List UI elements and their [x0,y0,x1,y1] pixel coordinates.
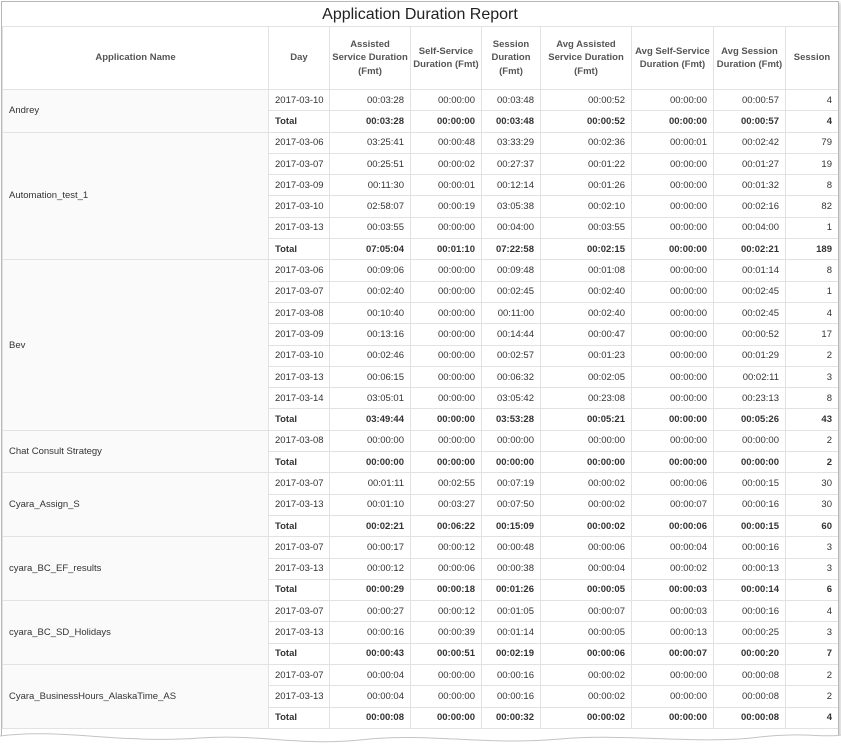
value-cell: 00:00:25 [714,622,786,643]
value-cell: 00:00:08 [714,665,786,686]
value-cell: 00:01:14 [482,622,541,643]
total-label: Total [269,239,330,260]
value-cell: 00:03:28 [330,90,411,111]
value-cell: 00:00:52 [541,111,632,132]
day-cell: 2017-03-10 [269,196,330,217]
value-cell: 00:00:16 [714,537,786,558]
value-cell: 00:00:00 [632,430,714,451]
value-cell: 00:11:00 [482,302,541,323]
day-cell: 2017-03-10 [269,90,330,111]
value-cell: 00:02:57 [482,345,541,366]
value-cell: 00:23:13 [714,388,786,409]
value-cell: 3 [786,537,839,558]
value-cell: 00:01:08 [541,260,632,281]
value-cell: 00:00:00 [632,175,714,196]
report-title: Application Duration Report [322,6,518,23]
report-frame [1,1,839,751]
value-cell: 00:00:01 [632,132,714,153]
value-cell: 00:00:32 [482,707,541,728]
value-cell: 00:00:38 [482,558,541,579]
value-cell: 00:00:47 [541,324,632,345]
value-cell: 00:03:28 [330,111,411,132]
value-cell: 00:00:07 [632,494,714,515]
value-cell: 00:00:02 [411,153,482,174]
value-cell: 00:00:03 [632,601,714,622]
value-cell: 6 [786,579,839,600]
total-label: Total [269,111,330,132]
value-cell: 00:01:26 [541,175,632,196]
value-cell: 00:00:05 [541,579,632,600]
value-cell: 2 [786,452,839,473]
value-cell: 4 [786,111,839,132]
day-cell: 2017-03-13 [269,494,330,515]
value-cell: 00:02:19 [482,643,541,664]
value-cell: 00:02:45 [714,281,786,302]
value-cell: 8 [786,388,839,409]
value-cell: 2 [786,665,839,686]
value-cell: 07:05:04 [330,239,411,260]
value-cell: 00:00:00 [632,324,714,345]
value-cell: 00:11:30 [330,175,411,196]
value-cell: 00:02:21 [714,239,786,260]
day-cell: 2017-03-07 [269,153,330,174]
value-cell: 00:00:06 [411,558,482,579]
value-cell: 00:06:15 [330,366,411,387]
value-cell: 00:00:48 [482,537,541,558]
value-cell: 03:05:42 [482,388,541,409]
day-cell: 2017-03-10 [269,345,330,366]
value-cell: 82 [786,196,839,217]
value-cell: 00:00:00 [632,366,714,387]
value-cell: 00:00:02 [632,558,714,579]
value-cell: 00:00:00 [411,388,482,409]
column-header-day[interactable]: Day [269,27,330,90]
value-cell: 2 [786,430,839,451]
value-cell: 00:00:52 [541,90,632,111]
value-cell: 00:02:45 [714,302,786,323]
value-cell: 00:00:04 [541,558,632,579]
value-cell: 00:00:13 [714,558,786,579]
day-cell: 2017-03-06 [269,260,330,281]
total-label: Total [269,409,330,430]
total-label: Total [269,707,330,728]
value-cell: 00:09:48 [482,260,541,281]
header-row [3,27,839,90]
value-cell: 00:02:05 [541,366,632,387]
value-cell: 00:00:13 [632,622,714,643]
value-cell: 00:00:00 [411,111,482,132]
application-name-cell: Automation_test_1 [3,132,269,260]
value-cell: 2 [786,345,839,366]
value-cell: 00:00:00 [541,430,632,451]
value-cell: 3 [786,558,839,579]
value-cell: 00:03:48 [482,90,541,111]
value-cell: 00:00:00 [411,366,482,387]
value-cell: 00:00:00 [411,90,482,111]
report-body [3,90,839,729]
value-cell: 00:00:12 [411,537,482,558]
value-cell: 00:02:10 [541,196,632,217]
application-name-cell: Bev [3,260,269,430]
value-cell: 00:01:14 [714,260,786,281]
value-cell: 00:00:16 [714,601,786,622]
day-cell: 2017-03-13 [269,558,330,579]
value-cell: 00:00:00 [632,196,714,217]
day-cell: 2017-03-13 [269,622,330,643]
table-row [3,260,839,281]
value-cell: 00:00:16 [330,622,411,643]
value-cell: 00:05:26 [714,409,786,430]
value-cell: 00:03:55 [541,217,632,238]
value-cell: 00:00:00 [714,452,786,473]
value-cell: 00:00:00 [482,452,541,473]
day-cell: 2017-03-13 [269,366,330,387]
value-cell: 00:01:10 [411,239,482,260]
value-cell: 00:01:27 [714,153,786,174]
column-header-avg-self-service-duration[interactable]: Avg Self-Service Duration (Fmt) [632,27,714,90]
value-cell: 00:02:42 [714,132,786,153]
value-cell: 00:00:00 [330,430,411,451]
value-cell: 00:00:00 [411,281,482,302]
value-cell: 00:01:29 [714,345,786,366]
value-cell: 00:00:00 [632,260,714,281]
value-cell: 00:03:48 [482,111,541,132]
value-cell: 00:00:02 [541,707,632,728]
value-cell: 00:00:03 [632,579,714,600]
value-cell: 00:00:18 [411,579,482,600]
value-cell: 00:00:00 [411,324,482,345]
value-cell: 00:03:55 [330,217,411,238]
value-cell: 00:03:27 [411,494,482,515]
value-cell: 00:02:11 [714,366,786,387]
value-cell: 00:00:02 [541,515,632,536]
value-cell: 00:02:45 [482,281,541,302]
column-header-avg-session-duration[interactable]: Avg Session Duration (Fmt) [714,27,786,90]
torn-paper-edge [0,726,841,752]
value-cell: 00:02:36 [541,132,632,153]
value-cell: 1 [786,217,839,238]
value-cell: 00:09:06 [330,260,411,281]
total-label: Total [269,515,330,536]
value-cell: 00:02:46 [330,345,411,366]
value-cell: 00:00:57 [714,90,786,111]
value-cell: 03:33:29 [482,132,541,153]
value-cell: 00:06:22 [411,515,482,536]
value-cell: 00:00:00 [411,707,482,728]
day-cell: 2017-03-14 [269,388,330,409]
value-cell: 00:00:00 [541,452,632,473]
column-header-application-name[interactable]: Application Name [3,27,269,90]
value-cell: 00:00:00 [632,686,714,707]
value-cell: 00:02:40 [541,302,632,323]
day-cell: 2017-03-09 [269,324,330,345]
value-cell: 00:00:05 [541,622,632,643]
value-cell: 00:00:08 [714,686,786,707]
value-cell: 00:00:16 [714,494,786,515]
value-cell: 00:00:19 [411,196,482,217]
value-cell: 00:00:16 [482,686,541,707]
value-cell: 00:01:10 [330,494,411,515]
value-cell: 00:07:19 [482,473,541,494]
value-cell: 00:02:40 [541,281,632,302]
value-cell: 00:00:00 [632,111,714,132]
value-cell: 00:00:51 [411,643,482,664]
application-name-cell: Andrey [3,90,269,133]
value-cell: 00:00:00 [632,665,714,686]
value-cell: 00:00:00 [330,452,411,473]
value-cell: 30 [786,473,839,494]
value-cell: 03:25:41 [330,132,411,153]
day-cell: 2017-03-07 [269,665,330,686]
value-cell: 00:07:50 [482,494,541,515]
value-cell: 00:00:00 [632,217,714,238]
value-cell: 00:00:00 [411,686,482,707]
value-cell: 19 [786,153,839,174]
value-cell: 00:10:40 [330,302,411,323]
value-cell: 00:00:00 [632,345,714,366]
value-cell: 00:00:00 [411,430,482,451]
value-cell: 00:00:00 [411,452,482,473]
value-cell: 4 [786,90,839,111]
value-cell: 00:00:00 [632,90,714,111]
application-name-cell: cyara_BC_SD_Holidays [3,601,269,665]
value-cell: 00:00:15 [714,473,786,494]
value-cell: 00:00:02 [541,494,632,515]
value-cell: 00:01:32 [714,175,786,196]
value-cell: 00:00:08 [330,707,411,728]
value-cell: 00:00:16 [482,665,541,686]
day-cell: 2017-03-07 [269,473,330,494]
value-cell: 00:12:14 [482,175,541,196]
value-cell: 1 [786,281,839,302]
column-header-session-duration[interactable]: Session Duration (Fmt) [482,27,541,90]
table-row [3,473,839,494]
value-cell: 00:00:02 [541,686,632,707]
value-cell: 00:27:37 [482,153,541,174]
value-cell: 00:04:00 [482,217,541,238]
day-cell: 2017-03-08 [269,302,330,323]
value-cell: 00:00:14 [714,579,786,600]
value-cell: 189 [786,239,839,260]
value-cell: 00:01:26 [482,579,541,600]
column-header-assisted-service-duration[interactable]: Assisted Service Duration (Fmt) [330,27,411,90]
value-cell: 4 [786,707,839,728]
value-cell: 00:00:00 [632,153,714,174]
value-cell: 00:00:08 [714,707,786,728]
value-cell: 03:49:44 [330,409,411,430]
value-cell: 00:05:21 [541,409,632,430]
value-cell: 2 [786,686,839,707]
value-cell: 43 [786,409,839,430]
value-cell: 00:00:12 [411,601,482,622]
value-cell: 00:00:01 [411,175,482,196]
value-cell: 30 [786,494,839,515]
column-header-session[interactable]: Session [786,27,839,90]
value-cell: 00:01:05 [482,601,541,622]
value-cell: 02:58:07 [330,196,411,217]
value-cell: 00:00:06 [541,537,632,558]
value-cell: 4 [786,601,839,622]
value-cell: 00:13:16 [330,324,411,345]
value-cell: 00:02:16 [714,196,786,217]
value-cell: 00:00:00 [632,302,714,323]
value-cell: 00:00:07 [541,601,632,622]
value-cell: 00:00:00 [632,388,714,409]
value-cell: 00:00:29 [330,579,411,600]
total-label: Total [269,452,330,473]
value-cell: 00:00:00 [632,409,714,430]
table-row [3,665,839,686]
value-cell: 00:00:00 [632,281,714,302]
value-cell: 00:00:00 [411,217,482,238]
total-label: Total [269,643,330,664]
value-cell: 00:00:20 [714,643,786,664]
value-cell: 03:05:38 [482,196,541,217]
value-cell: 4 [786,302,839,323]
value-cell: 00:25:51 [330,153,411,174]
value-cell: 00:00:06 [632,473,714,494]
value-cell: 03:53:28 [482,409,541,430]
value-cell: 00:23:08 [541,388,632,409]
value-cell: 00:00:00 [411,345,482,366]
value-cell: 00:00:00 [714,430,786,451]
value-cell: 00:00:17 [330,537,411,558]
application-name-cell: Cyara_BusinessHours_AlaskaTime_AS [3,665,269,729]
value-cell: 7 [786,643,839,664]
value-cell: 8 [786,260,839,281]
value-cell: 00:02:21 [330,515,411,536]
day-cell: 2017-03-09 [269,175,330,196]
value-cell: 8 [786,175,839,196]
value-cell: 00:00:02 [541,665,632,686]
value-cell: 00:01:11 [330,473,411,494]
value-cell: 00:00:52 [714,324,786,345]
value-cell: 79 [786,132,839,153]
value-cell: 60 [786,515,839,536]
column-header-self-service-duration[interactable]: Self-Service Duration (Fmt) [411,27,482,90]
value-cell: 17 [786,324,839,345]
value-cell: 00:00:00 [482,430,541,451]
day-cell: 2017-03-13 [269,217,330,238]
value-cell: 00:02:55 [411,473,482,494]
value-cell: 00:00:00 [411,665,482,686]
report-table [2,26,839,729]
value-cell: 00:02:40 [330,281,411,302]
table-row [3,537,839,558]
table-row [3,132,839,153]
value-cell: 00:00:00 [632,239,714,260]
value-cell: 3 [786,366,839,387]
value-cell: 00:01:22 [541,153,632,174]
table-row [3,601,839,622]
value-cell: 00:02:15 [541,239,632,260]
value-cell: 00:06:32 [482,366,541,387]
value-cell: 00:15:09 [482,515,541,536]
value-cell: 07:22:58 [482,239,541,260]
day-cell: 2017-03-07 [269,537,330,558]
day-cell: 2017-03-08 [269,430,330,451]
value-cell: 00:04:00 [714,217,786,238]
application-name-cell: Cyara_Assign_S [3,473,269,537]
value-cell: 00:00:04 [632,537,714,558]
value-cell: 00:00:15 [714,515,786,536]
value-cell: 00:01:23 [541,345,632,366]
value-cell: 00:00:00 [632,707,714,728]
value-cell: 00:00:57 [714,111,786,132]
value-cell: 00:00:12 [330,558,411,579]
value-cell: 00:00:04 [330,686,411,707]
value-cell: 00:00:48 [411,132,482,153]
value-cell: 00:00:00 [632,452,714,473]
value-cell: 00:00:39 [411,622,482,643]
value-cell: 00:00:27 [330,601,411,622]
value-cell: 3 [786,622,839,643]
value-cell: 00:00:43 [330,643,411,664]
application-name-cell: Chat Consult Strategy [3,430,269,473]
day-cell: 2017-03-07 [269,601,330,622]
table-row [3,430,839,451]
day-cell: 2017-03-06 [269,132,330,153]
value-cell: 00:00:00 [411,409,482,430]
value-cell: 00:00:00 [411,302,482,323]
value-cell: 00:00:06 [632,515,714,536]
value-cell: 00:14:44 [482,324,541,345]
value-cell: 00:00:04 [330,665,411,686]
table-row [3,90,839,111]
value-cell: 03:05:01 [330,388,411,409]
column-header-avg-assisted-service-duration[interactable]: Avg Assisted Service Duration (Fmt) [541,27,632,90]
value-cell: 00:00:07 [632,643,714,664]
day-cell: 2017-03-13 [269,686,330,707]
total-label: Total [269,579,330,600]
application-name-cell: cyara_BC_EF_results [3,537,269,601]
value-cell: 00:00:02 [541,473,632,494]
day-cell: 2017-03-07 [269,281,330,302]
value-cell: 00:00:06 [541,643,632,664]
value-cell: 00:00:00 [411,260,482,281]
